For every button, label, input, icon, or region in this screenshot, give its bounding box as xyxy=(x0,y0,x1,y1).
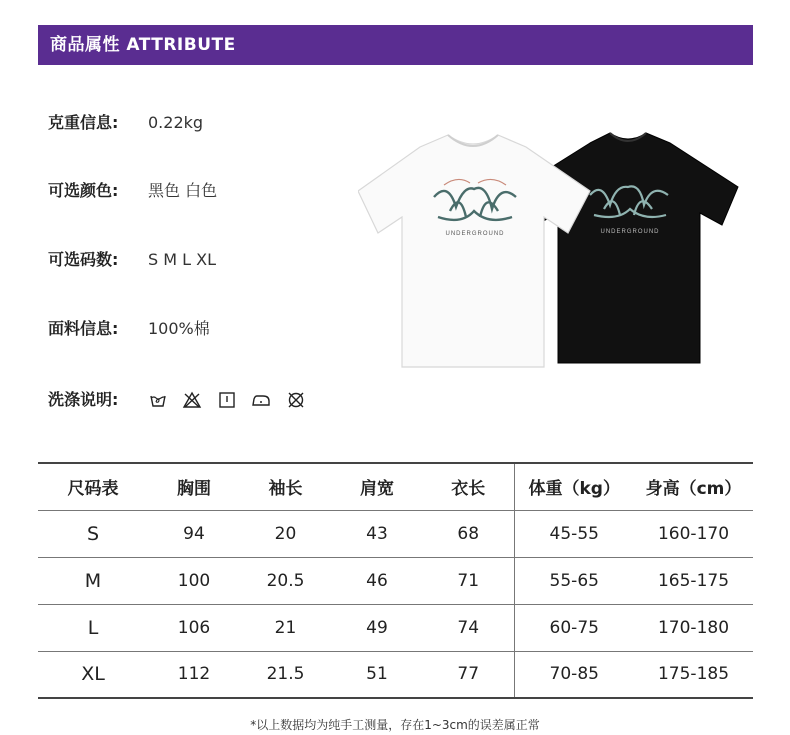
attr-label: 洗涤说明: xyxy=(48,390,119,409)
table-cell: 71 xyxy=(423,557,514,604)
do-not-dry-clean-icon xyxy=(286,390,306,410)
table-cell: 112 xyxy=(148,651,240,698)
table-header-cell: 肩宽 xyxy=(331,463,423,510)
table-cell: XL xyxy=(38,651,148,698)
table-header-cell: 体重（kg） xyxy=(514,463,634,510)
table-cell: 74 xyxy=(423,604,514,651)
product-image xyxy=(358,125,743,370)
table-cell: 46 xyxy=(331,557,423,604)
table-cell: 49 xyxy=(331,604,423,651)
table-cell: 21 xyxy=(240,604,331,651)
table-header-cell: 衣长 xyxy=(423,463,514,510)
svg-text:UNDERGROUND: UNDERGROUND xyxy=(445,231,505,237)
attr-label: 克重信息: xyxy=(48,113,119,132)
attr-value: 0.22kg xyxy=(148,113,204,132)
table-cell: M xyxy=(38,557,148,604)
table-cell: 21.5 xyxy=(240,651,331,698)
table-cell: 60-75 xyxy=(514,604,634,651)
table-cell: 51 xyxy=(331,651,423,698)
table-cell: 100 xyxy=(148,557,240,604)
table-cell: 20.5 xyxy=(240,557,331,604)
attr-label: 可选码数: xyxy=(48,250,119,269)
size-table xyxy=(38,462,753,699)
table-cell: 20 xyxy=(240,510,331,557)
table-header-cell: 袖长 xyxy=(240,463,331,510)
table-cell: 106 xyxy=(148,604,240,651)
table-cell: 68 xyxy=(423,510,514,557)
footnote: *以上数据均为纯手工测量，存在1~3cm的误差属正常 xyxy=(250,718,540,732)
table-cell: S xyxy=(38,510,148,557)
iron-low-icon xyxy=(251,390,271,410)
table-header-cell: 身高（cm） xyxy=(634,463,753,510)
header-bar xyxy=(38,25,753,65)
attr-value: 黑色 白色 xyxy=(148,181,218,200)
table-header-cell: 尺码表 xyxy=(38,463,148,510)
attr-label: 面料信息: xyxy=(48,319,119,338)
table-cell: 43 xyxy=(331,510,423,557)
table-cell: L xyxy=(38,604,148,651)
table-cell: 45-55 xyxy=(514,510,634,557)
white-tshirt xyxy=(358,135,590,367)
table-cell: 55-65 xyxy=(514,557,634,604)
attr-label: 可选颜色: xyxy=(48,181,119,200)
attr-value: 100%棉 xyxy=(148,319,210,338)
svg-text:UNDERGROUND: UNDERGROUND xyxy=(600,229,660,235)
tumble-dry-icon xyxy=(217,390,237,410)
table-cell: 165-175 xyxy=(634,557,753,604)
table-cell: 160-170 xyxy=(634,510,753,557)
header-title: 商品属性 ATTRIBUTE xyxy=(50,35,236,55)
do-not-bleach-icon xyxy=(182,390,202,410)
table-row xyxy=(38,557,753,604)
table-cell: 70-85 xyxy=(514,651,634,698)
table-row xyxy=(38,510,753,557)
table-header-cell: 胸围 xyxy=(148,463,240,510)
table-header-row xyxy=(38,463,753,510)
table-cell: 77 xyxy=(423,651,514,698)
table-row xyxy=(38,604,753,651)
table-cell: 94 xyxy=(148,510,240,557)
table-cell: 175-185 xyxy=(634,651,753,698)
table-row xyxy=(38,651,753,698)
attr-value: S M L XL xyxy=(148,250,217,269)
hand-wash-icon xyxy=(148,390,168,410)
table-cell: 170-180 xyxy=(634,604,753,651)
